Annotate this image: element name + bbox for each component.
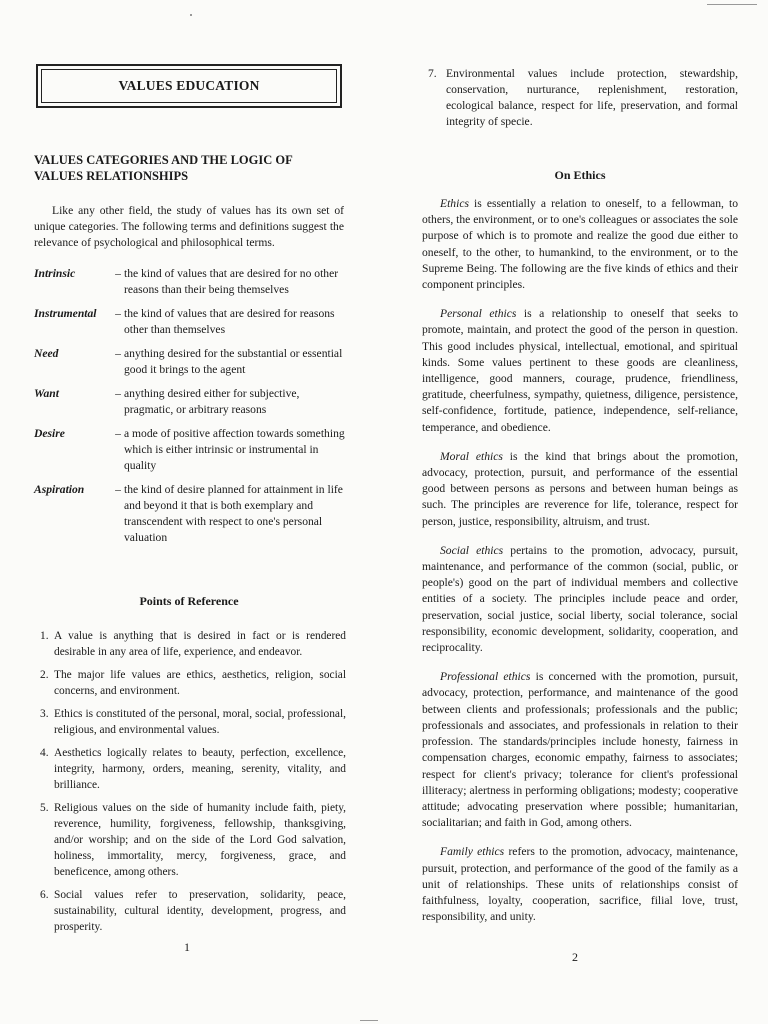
page-title: VALUES EDUCATION <box>41 69 337 103</box>
definition-list <box>34 266 346 554</box>
definition-dash: – <box>115 347 121 360</box>
ethics-paragraph <box>422 306 738 436</box>
definition-text: anything desired either for subjective, pragmatic, or arbitrary reasons <box>124 387 300 416</box>
list-text: Religious values on the side of humanity include faith, piety, reverence, humility, forgiveness, fellowship, thanksgiving, and/or worship; and on the side of the Lord God salvation, holiness, immortality, mercy, forgiveness, grace, and beneficence, among others. <box>54 802 346 878</box>
definition-text: a mode of positive affection towards something which is either intrinsic or instrumental in quality <box>124 427 345 472</box>
list-item <box>34 628 346 660</box>
ethics-paragraph <box>422 543 738 656</box>
title-box <box>36 64 342 108</box>
definition-item <box>34 426 346 474</box>
definition-term: Desire <box>34 427 65 440</box>
ethics-paragraph <box>422 196 738 293</box>
definition-item <box>34 386 346 418</box>
ethics-text: is essentially a relation to oneself, to a fellowman, to others, the environment, or to one's colleagues or associates the sole purpose of which is to promote and realize the good due either to oneself, to the other, to humankind, to the environment, or to the Supreme Being. The following are the five kinds of ethics and their component principles. <box>422 197 738 292</box>
definition-dash: – <box>115 307 121 320</box>
list-text: Ethics is constituted of the personal, moral, social, professional, religious, and environmental values. <box>54 708 346 736</box>
definition-dash: – <box>115 483 121 496</box>
scan-mark <box>190 14 192 16</box>
list-number: 1. <box>40 630 49 642</box>
ethics-paragraph <box>422 844 738 925</box>
list-item <box>34 745 346 793</box>
ethics-text: pertains to the promotion, advocacy, pursuit, maintenance, and performance of the common (social, public, or people's) good on the part of individual members and collective entities of a society. The principles include peace and order, preservation, social justice, social liberty, social tolerance, social responsibility, economic development, solidarity, cooperation, and reciprocality. <box>422 543 739 655</box>
list-item <box>34 887 346 935</box>
list-text: The major life values are ethics, aesthetics, religion, social concerns, and environment. <box>54 669 346 697</box>
ethics-paragraph <box>422 669 738 831</box>
definition-term: Aspiration <box>34 483 85 496</box>
section-heading: VALUES CATEGORIES AND THE LOGIC OF VALUES RELATIONSHIPS <box>34 153 293 183</box>
list-number: 3. <box>40 708 49 720</box>
ethics-term: Professional ethics <box>440 670 531 684</box>
definition-term: Instrumental <box>34 307 97 320</box>
list-text: A value is anything that is desired in fact or is rendered desirable in any area of life, experience, and endeavor. <box>54 630 346 658</box>
list-text: Social values refer to preservation, solidarity, peace, sustainability, cultural identity, development, progress, and prosperity. <box>54 889 346 933</box>
points-list <box>34 628 346 942</box>
scan-mark <box>360 1020 378 1021</box>
list-number: 4. <box>40 747 49 759</box>
definition-item <box>34 482 346 546</box>
page-number-right: 2 <box>572 950 578 964</box>
list-number: 6. <box>40 889 49 901</box>
ethics-term: Social ethics <box>440 543 504 557</box>
definition-dash: – <box>115 267 121 280</box>
definition-term: Intrinsic <box>34 267 76 280</box>
list-item <box>34 800 346 880</box>
definition-text: the kind of values that are desired for no other reasons than their being themselves <box>124 267 339 296</box>
scan-mark <box>707 4 757 5</box>
definition-item <box>34 346 346 378</box>
ethics-term: Family ethics <box>440 845 505 859</box>
ethics-term: Personal ethics <box>440 307 517 321</box>
on-ethics-heading: On Ethics <box>554 168 606 182</box>
ethics-text: is concerned with the promotion, pursuit, advocacy, protection, performance, and maintenance of the good between clients and professionals; professionals and the public; professionals and associates, and professionals in relation to their profession. The standards/principles include honesty, fairness in compensation charges, economic empathy, fairness to associates; respect for client's privacy; tolerance for client's professional illiteracy; alertness in performing obligations; modesty; cooperative attitude; advocating preservation where possible; humanitarian, socialitarian; and faith in God, among others. <box>422 670 739 830</box>
definition-dash: – <box>115 427 121 440</box>
definition-dash: – <box>115 387 121 400</box>
list-text: Environmental values include protection, stewardship, conservation, nurturance, replenishment, restoration, ecological balance, respect for life, preservation, and formal integrity of specie. <box>446 67 738 128</box>
list-item <box>34 706 346 738</box>
ethics-text: is a relationship to oneself that seeks to promote, maintain, and protect the good of the person in question. This good includes physical, intellectual, emotional, and spiritual kinds. Some values pertinent to these goods are cleanliness, intelligence, good manners, courage, prudence, friendliness, gratitude, cheerfulness, sympathy, quietness, diligence, persistence, self-confidence, fortitude, patience, independence, self-reliance, temperance, and obedience. <box>422 307 738 434</box>
definition-term: Want <box>34 387 59 400</box>
points-heading: Points of Reference <box>139 594 239 608</box>
definition-item <box>34 306 346 338</box>
ethics-section <box>422 196 738 938</box>
ethics-text: is the kind that brings about the promotion, advocacy, protection, pursuit, and performance of the essential good between persons as persons and between human beings as such. The principles are reverence for life, tolerance, respect for person, justice, responsibility, altruism, and trust. <box>422 449 738 528</box>
list-text: Aesthetics logically relates to beauty, perfection, excellence, integrity, harmony, orders, meaning, serenity, vitality, and brilliance. <box>54 747 346 791</box>
ethics-paragraph <box>422 449 738 530</box>
definition-item <box>34 266 346 298</box>
list-item <box>428 66 738 130</box>
intro-paragraph: Like any other field, the study of values has its own set of unique categories. The following terms and definitions suggest the relevance of psychological and philosophical terms. <box>34 204 344 250</box>
page-number-left: 1 <box>184 940 190 954</box>
definition-term: Need <box>34 347 59 360</box>
list-number: 7. <box>428 67 437 80</box>
list-number: 2. <box>40 669 49 681</box>
list-number: 5. <box>40 802 49 814</box>
ethics-text: refers to the promotion, advocacy, maintenance, pursuit, protection, and performance of the good of the family as a unit of relationships. These units of relationships consist of faithfulness, loyalty, cooperation, sacrifice, filial love, trust, responsibility, and unity. <box>422 845 739 924</box>
definition-text: anything desired for the substantial or essential good it brings to the agent <box>124 347 343 376</box>
definition-text: the kind of desire planned for attainment in life and beyond it that is both exemplary and transcendent with respect to one's personal valuation <box>124 483 343 544</box>
ethics-term: Ethics <box>440 197 469 210</box>
ethics-term: Moral ethics <box>440 449 503 463</box>
list-item <box>34 667 346 699</box>
definition-text: the kind of values that are desired for reasons other than themselves <box>124 307 335 336</box>
